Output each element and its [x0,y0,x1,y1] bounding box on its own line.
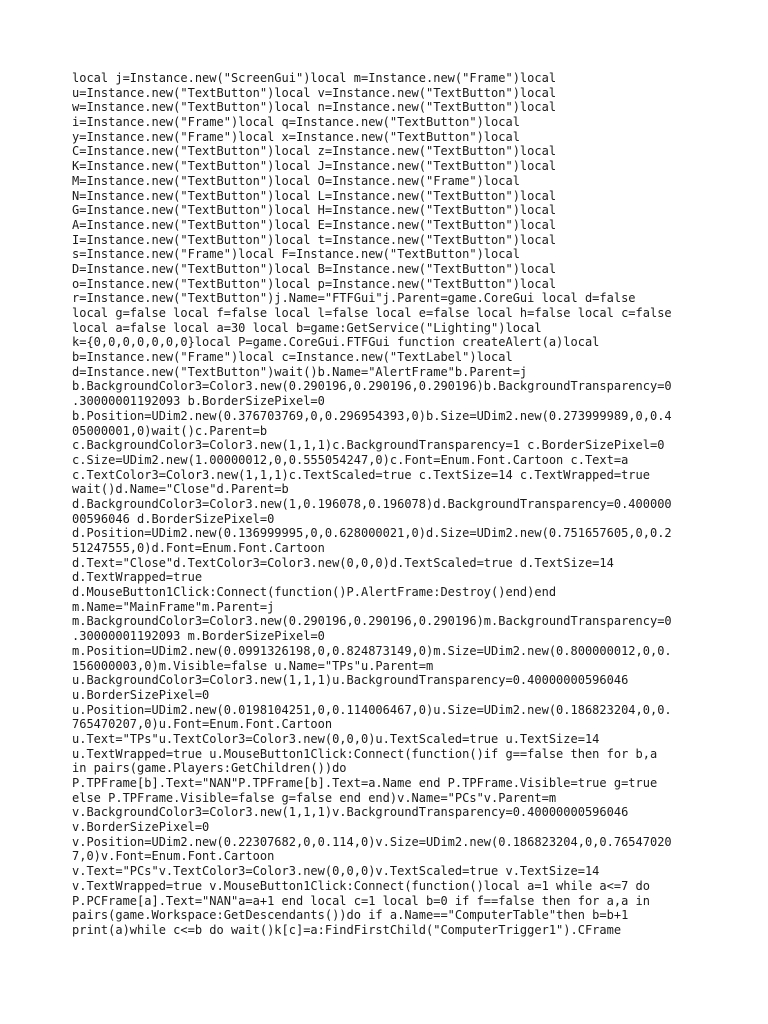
code-line: c.TextColor3=Color3.new(1,1,1)c.TextScaled=true c.TextSize=14 c.TextWrapped=true [72,467,650,482]
code-line: A=Instance.new("TextButton")local E=Instance.new("TextButton")local [72,217,557,232]
code-line: .30000001192093 m.BorderSizePixel=0 [72,629,325,644]
code-text-block [72,71,712,938]
code-line: u.TextWrapped=true u.MouseButton1Click:Connect(function()if g==false then for b,a [72,746,658,761]
code-line: b.BackgroundColor3=Color3.new(0.290196,0.290196,0.290196)b.BackgroundTransparency=0 [72,379,672,394]
code-line: K=Instance.new("TextButton")local J=Instance.new("TextButton")local [72,159,557,174]
code-line: 05000001,0)wait()c.Parent=b [72,423,268,438]
code-line: m.Position=UDim2.new(0.0991326198,0,0.824873149,0)m.Size=UDim2.new(0.800000012,0,0. [72,643,672,658]
code-line: v.Text="PCs"v.TextColor3=Color3.new(0,0,0)v.TextScaled=true v.TextSize=14 [72,864,600,879]
code-line: d.Position=UDim2.new(0.136999995,0,0.628000021,0)d.Size=UDim2.new(0.751657605,0,0.2 [72,526,672,541]
code-line: m.BackgroundColor3=Color3.new(0.290196,0.290196,0.290196)m.BackgroundTransparency=0 [72,614,672,629]
code-line: y=Instance.new("Frame")local x=Instance.new("TextButton")local [72,129,520,144]
code-line: 156000003,0)m.Visible=false u.Name="TPs"u.Parent=m [72,658,434,673]
code-line: G=Instance.new("TextButton")local H=Instance.new("TextButton")local [72,203,557,218]
code-line: d.Text="Close"d.TextColor3=Color3.new(0,0,0)d.TextScaled=true d.TextSize=14 [72,555,614,570]
code-line: 00596046 d.BorderSizePixel=0 [72,511,275,526]
code-line: .30000001192093 b.BorderSizePixel=0 [72,394,325,409]
code-line: pairs(game.Workspace:GetDescendants())do if a.Name=="ComputerTable"then b=b+1 [72,908,629,923]
code-line: v.TextWrapped=true v.MouseButton1Click:Connect(function()local a=1 while a<=7 do [72,878,650,893]
code-line: u.Position=UDim2.new(0.0198104251,0,0.114006467,0)u.Size=UDim2.new(0.186823204,0,0. [72,702,672,717]
code-line: P.PCFrame[a].Text="NAN"a=a+1 end local c=1 local b=0 if f==false then for a,a in [72,893,650,908]
code-line: u=Instance.new("TextButton")local v=Instance.new("TextButton")local [72,85,557,100]
code-line: d.MouseButton1Click:Connect(function()P.AlertFrame:Destroy()end)end [72,585,557,600]
code-line: u.Text="TPs"u.TextColor3=Color3.new(0,0,0)u.TextScaled=true u.TextSize=14 [72,731,600,746]
code-line: o=Instance.new("TextButton")local p=Instance.new("TextButton")local [72,276,557,291]
code-line: local g=false local f=false local l=false local e=false local h=false local c=false [72,306,672,320]
code-line: I=Instance.new("TextButton")local t=Instance.new("TextButton")local [72,232,557,247]
code-line: D=Instance.new("TextButton")local B=Instance.new("TextButton")local [72,261,557,276]
code-line: else P.TPFrame.Visible=false g=false end end)v.Name="PCs"v.Parent=m [72,790,557,805]
code-line: P.TPFrame[b].Text="NAN"P.TPFrame[b].Text=a.Name end P.TPFrame.Visible=true g=true [72,776,658,790]
code-line: d=Instance.new("TextButton")wait()b.Name="AlertFrame"b.Parent=j [72,364,528,379]
code-line: c.Size=UDim2.new(1.00000012,0,0.555054247,0)c.Font=Enum.Font.Cartoon c.Text=a [72,452,629,467]
code-line: v.Position=UDim2.new(0.22307682,0,0.114,0)v.Size=UDim2.new(0.186823204,0,0.76547020 [72,834,672,849]
code-line: 7,0)v.Font=Enum.Font.Cartoon [72,849,275,864]
code-line: in pairs(game.Players:GetChildren())do [72,761,347,776]
code-line: v.BorderSizePixel=0 [72,820,210,835]
code-line: d.TextWrapped=true [72,570,203,585]
code-line: u.BorderSizePixel=0 [72,687,210,702]
code-line: b.Position=UDim2.new(0.376703769,0,0.296954393,0)b.Size=UDim2.new(0.273999989,0,0.4 [72,408,672,423]
code-line: r=Instance.new("TextButton")j.Name="FTFGui"j.Parent=game.CoreGui local d=false [72,291,636,306]
code-line: m.Name="MainFrame"m.Parent=j [72,599,275,614]
code-line: C=Instance.new("TextButton")local z=Instance.new("TextButton")local [72,144,557,159]
code-line: i=Instance.new("Frame")local q=Instance.new("TextButton")local [72,115,520,130]
code-line: 51247555,0)d.Font=Enum.Font.Cartoon [72,541,325,555]
code-line: b=Instance.new("Frame")local c=Instance.new("TextLabel")local [72,350,513,365]
code-line: wait()d.Name="Close"d.Parent=b [72,482,289,497]
code-line: s=Instance.new("Frame")local F=Instance.new("TextButton")local [72,247,520,262]
code-line: w=Instance.new("TextButton")local n=Instance.new("TextButton")local [72,100,557,115]
code-line: local a=false local a=30 local b=game:GetService("Lighting")local [72,320,542,335]
code-line: print(a)while c<=b do wait()k[c]=a:FindFirstChild("ComputerTrigger1").CFrame [72,922,622,937]
code-line: v.BackgroundColor3=Color3.new(1,1,1)v.BackgroundTransparency=0.40000000596046 [72,805,629,820]
code-line: u.BackgroundColor3=Color3.new(1,1,1)u.BackgroundTransparency=0.40000000596046 [72,673,629,688]
code-line: M=Instance.new("TextButton")local O=Instance.new("Frame")local [72,173,520,188]
code-line: d.BackgroundColor3=Color3.new(1,0.196078,0.196078)d.BackgroundTransparency=0.400000 [72,496,672,511]
code-line: c.BackgroundColor3=Color3.new(1,1,1)c.BackgroundTransparency=1 c.BorderSizePixel=0 [72,438,665,453]
code-line: 765470207,0)u.Font=Enum.Font.Cartoon [72,717,333,732]
code-line: local j=Instance.new("ScreenGui")local m=Instance.new("Frame")local [72,71,557,85]
code-line: k={0,0,0,0,0,0,0}local P=game.CoreGui.FTFGui function createAlert(a)local [72,335,600,350]
code-line: N=Instance.new("TextButton")local L=Instance.new("TextButton")local [72,188,557,203]
